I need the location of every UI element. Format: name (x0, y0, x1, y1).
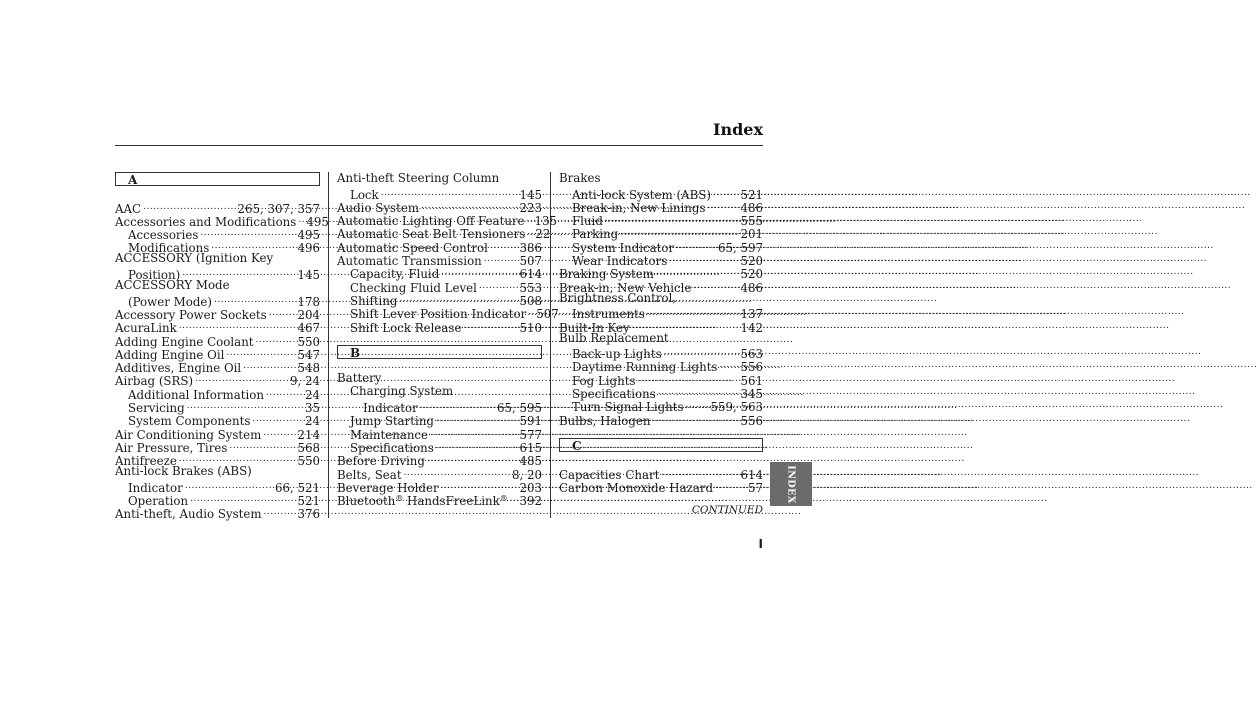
index-entry[interactable]: AAC ..... 265, 307, 357 (115, 199, 320, 212)
index-entry[interactable]: Belts, Seat ..... 8, 20 (337, 465, 542, 478)
page-number: I (758, 537, 763, 551)
index-entry[interactable]: Parking ..... 201 (559, 225, 763, 238)
index-entry[interactable]: Before Driving ..... 485 (337, 452, 542, 465)
index-entry[interactable]: Position) ..... 145 (115, 266, 320, 279)
index-entry[interactable]: Accessories ..... 495 (115, 226, 320, 239)
index-entry[interactable]: Instruments ..... 137 (559, 305, 763, 318)
index-entry[interactable]: Anti-theft, Audio System ..... 376 (115, 505, 320, 518)
registered-mark: ® (499, 494, 508, 504)
index-entry[interactable]: Break-in, New Vehicle ..... 486 (559, 278, 763, 291)
index-entry[interactable]: Beverage Holder ..... 203 (337, 479, 542, 492)
index-entry[interactable]: Adding Engine Coolant ..... 550 (115, 332, 320, 345)
index-entry[interactable]: AcuraLink ..... 467 (115, 319, 320, 332)
index-entry[interactable]: Air Pressure, Tires ..... 568 (115, 439, 320, 452)
index-entry[interactable]: Break-in, New Linings ..... 486 (559, 199, 763, 212)
index-entry[interactable]: Air Conditioning System ..... 214 (115, 425, 320, 438)
index-column-1 (115, 172, 329, 522)
index-entry[interactable]: System Indicator ..... 65, 597 (559, 238, 763, 251)
index-entry[interactable]: Servicing ..... 35 (115, 399, 320, 412)
letter-header-b: B (337, 345, 542, 359)
index-entry[interactable]: Maintenance ..... 577 (337, 425, 542, 438)
index-column-2 (337, 171, 559, 509)
index-entry[interactable]: Lock ..... 145 (337, 185, 542, 198)
index-entry[interactable]: Accessories and Modifications ..... 495 (115, 213, 320, 226)
index-entry: Battery (337, 371, 382, 386)
continued-note: CONTINUED (691, 504, 763, 516)
index-entry[interactable]: Back-up Lights ..... 563 (559, 345, 763, 358)
index-entry: ACCESSORY Mode (115, 278, 230, 293)
index-entry: Brakes (559, 171, 601, 185)
index-entry[interactable]: Daytime Running Lights ..... 556 (559, 358, 763, 371)
letter-header-a: A (115, 172, 320, 186)
index-entry: ACCESSORY (Ignition Key (115, 251, 274, 266)
index-entry[interactable]: Checking Fluid Level ..... 553 (337, 278, 542, 291)
index-entry[interactable]: Braking System ..... 520 (559, 265, 763, 278)
index-entry[interactable]: Modifications ..... 496 (115, 239, 320, 252)
index-entry: Brightness Control, (559, 290, 677, 305)
index-entry[interactable]: (Power Mode) ..... 178 (115, 292, 320, 305)
index-entry[interactable]: Automatic Transmission ..... 507 (337, 252, 542, 265)
index-entry[interactable]: Indicator ..... 65, 595 (337, 399, 542, 412)
index-entry[interactable]: Automatic Lighting Off Feature ..... 135 (337, 212, 542, 225)
index-entry[interactable]: Additives, Engine Oil ..... 548 (115, 359, 320, 372)
index-entry[interactable]: Shift Lever Position Indicator ..... 507 (337, 305, 542, 318)
index-entry[interactable]: Wear Indicators ..... 520 (559, 252, 763, 265)
index-entry[interactable]: Turn Signal Lights ..... 559, 563 (559, 398, 763, 411)
index-entry[interactable]: Bluetooth® HandsFreeLink® ..... 392 (337, 492, 542, 505)
index-column-3 (559, 171, 763, 495)
index-entry[interactable]: Accessory Power Sockets ..... 204 (115, 306, 320, 319)
index-entry[interactable]: Antifreeze ..... 550 (115, 452, 320, 465)
index-entry: Charging System (350, 384, 454, 399)
index-entry[interactable]: Built-In Key ..... 142 (559, 318, 763, 331)
index-entry[interactable]: Specifications ..... 615 (337, 439, 542, 452)
index-entry[interactable]: Adding Engine Oil ..... 547 (115, 346, 320, 359)
index-entry[interactable]: Indicator ..... 66, 521 (115, 479, 320, 492)
index-entry[interactable]: Audio System ..... 223 (337, 199, 542, 212)
index-entry: Anti-theft Steering Column (337, 171, 500, 185)
index-entry[interactable]: Airbag (SRS) ..... 9, 24 (115, 372, 320, 385)
index-entry[interactable]: Shifting ..... 508 (337, 292, 542, 305)
index-entry[interactable]: Jump Starting ..... 591 (337, 412, 542, 425)
index-entry[interactable]: Bulbs, Halogen ..... 556 (559, 411, 763, 424)
index-entry[interactable]: Fluid ..... 555 (559, 212, 763, 225)
index-entry[interactable]: Anti-lock System (ABS) ..... 521 (559, 185, 763, 198)
header-rule (115, 145, 763, 146)
index-entry: Bulb Replacement (559, 330, 669, 345)
index-entry[interactable]: Shift Lock Release ..... 510 (337, 318, 542, 331)
index-entry[interactable]: Capacity, Fluid ..... 614 (337, 265, 542, 278)
index-entry[interactable]: Fog Lights ..... 561 (559, 371, 763, 384)
side-tab-label: INDEX (785, 464, 797, 504)
index-entry[interactable]: Automatic Speed Control ..... 386 (337, 238, 542, 251)
index-entry: Anti-lock Brakes (ABS) (115, 464, 252, 479)
index-side-tab (770, 462, 812, 506)
registered-mark: ® (395, 494, 404, 504)
index-entry[interactable]: Operation ..... 521 (115, 492, 320, 505)
index-entry[interactable]: Additional Information ..... 24 (115, 385, 320, 398)
index-entry[interactable]: Specifications ..... 345 (559, 385, 763, 398)
index-entry[interactable]: System Components ..... 24 (115, 412, 320, 425)
index-entry[interactable]: Automatic Seat Belt Tensioners ..... 22 (337, 225, 542, 238)
letter-header-c: C (559, 438, 763, 452)
page-title: Index (712, 120, 763, 139)
index-entry[interactable]: Capacities Chart ..... 614 (559, 465, 763, 478)
index-entry[interactable]: Carbon Monoxide Hazard ..... 57 (559, 479, 763, 492)
